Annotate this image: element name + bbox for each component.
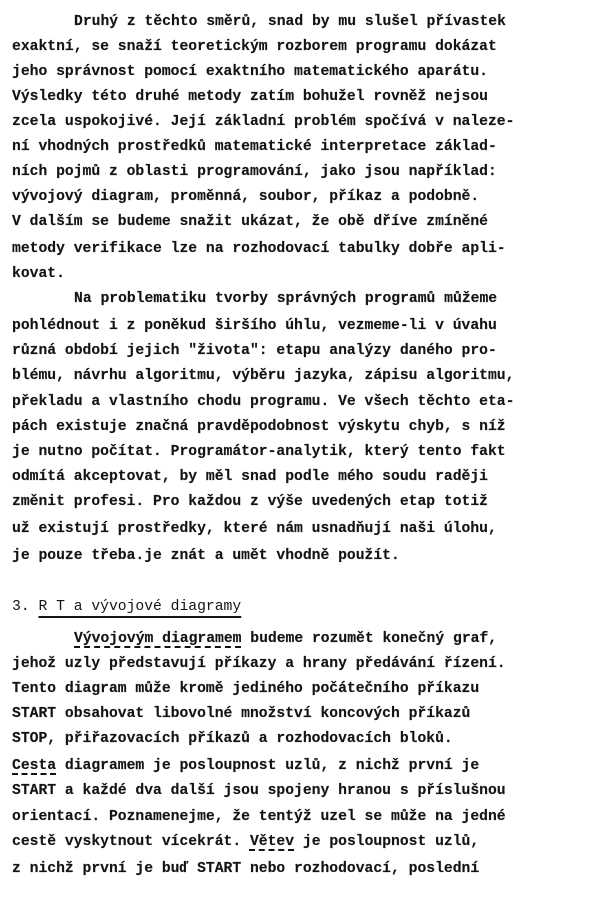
text-line (12, 88, 488, 106)
text-segment: pách existuje značná pravděpodobnost výskytu chyb, s níž (12, 419, 506, 435)
text-segment: blému, návrhu algoritmu, výběru jazyka, zápisu algoritmu, (12, 368, 515, 384)
text-line (12, 493, 488, 511)
text-segment: exaktní, se snaží teoretickým rozborem programu dokázat (12, 39, 497, 55)
text-segment: odmítá akceptovat, by měl snad podle mého soudu raději (12, 469, 488, 485)
text-segment: orientací. Poznamenejme, že tentýž uzel se může na jedné (12, 809, 506, 825)
text-line (12, 860, 479, 878)
text-line (12, 833, 479, 851)
text-line (12, 240, 506, 258)
text-line (12, 163, 497, 181)
text-segment: Výsledky této druhé metody zatím bohužel rovněž nejsou (12, 89, 488, 105)
text-line (12, 317, 497, 335)
text-segment: diagramem je posloupnost uzlů, z nichž první je (56, 758, 480, 774)
text-segment: V dalším se budeme snažit ukázat, že obě dříve zmíněné (12, 214, 488, 230)
text-segment: ních pojmů z oblasti programování, jako jsou například: (12, 164, 497, 180)
text-segment: jeho správnost pomocí exaktního matematického aparátu. (12, 64, 488, 80)
text-segment: budeme rozumět konečný graf, (241, 631, 498, 647)
text-line (12, 782, 506, 800)
text-segment: různá období jejich "života": etapu analýzy daného pro- (12, 343, 497, 359)
text-segment: zcela uspokojivé. Její základní problém spočívá v naleze- (12, 114, 515, 130)
underlined-term: Větev (249, 834, 295, 850)
text-segment: změnit profesi. Pro každou z výše uvedených etap totiž (12, 494, 488, 510)
text-segment: je pouze třeba.je znát a umět vhodně použít. (12, 548, 400, 564)
text-segment: překladu a vlastního chodu programu. Ve všech těchto eta- (12, 394, 515, 410)
text-line (12, 38, 497, 56)
text-segment: jehož uzly představují příkazy a hrany předávání řízení. (12, 656, 506, 672)
underlined-term: Vývojovým diagramem (74, 631, 242, 647)
text-line (12, 757, 479, 775)
text-segment: START a každé dva další jsou spojeny hranou s příslušnou (12, 783, 506, 799)
text-segment: STOP, přiřazovacích příkazů a rozhodovacích bloků. (12, 731, 453, 747)
underlined-term: R T a vývojové diagramy (38, 599, 242, 615)
text-segment: vývojový diagram, proměnná, soubor, příkaz a podobně. (12, 189, 480, 205)
text-segment: Na problematiku tvorby správných programů můžeme (74, 291, 498, 307)
text-line (12, 113, 514, 131)
text-line (12, 468, 488, 486)
text-line (74, 13, 506, 31)
text-line (12, 547, 400, 565)
text-line (12, 213, 488, 231)
text-segment: je posloupnost uzlů, (294, 834, 480, 850)
text-line (12, 63, 488, 81)
text-line (74, 630, 497, 648)
text-segment: metody verifikace lze na rozhodovací tabulky dobře apli- (12, 241, 506, 257)
text-segment: pohlédnout i z poněkud širšího úhlu, vezmeme-li v úvahu (12, 318, 497, 334)
text-segment: START obsahovat libovolné množství koncových příkazů (12, 706, 471, 722)
text-line (12, 705, 470, 723)
underlined-term: Cesta (12, 758, 57, 774)
text-line (74, 290, 497, 308)
text-line (12, 418, 506, 436)
text-line (12, 138, 497, 156)
text-line (12, 808, 506, 826)
section-heading (12, 598, 241, 616)
text-segment: Druhý z těchto směrů, snad by mu slušel přívastek (74, 14, 506, 30)
text-segment: Tento diagram může kromě jediného počátečního příkazu (12, 681, 480, 697)
text-line (12, 680, 479, 698)
text-segment: z nichž první je buď START nebo rozhodovací, poslední (12, 861, 480, 877)
text-line (12, 367, 514, 385)
text-line (12, 520, 497, 538)
text-line (12, 188, 479, 206)
text-segment: 3. (12, 599, 39, 615)
text-line (12, 342, 497, 360)
text-line (12, 393, 514, 411)
text-line (12, 655, 506, 673)
text-segment: kovat. (12, 266, 65, 282)
text-line (12, 443, 506, 461)
text-segment: cestě vyskytnout vícekrát. (12, 834, 250, 850)
text-line (12, 730, 453, 748)
text-segment: ní vhodných prostředků matematické interpretace základ- (12, 139, 497, 155)
text-segment: je nutno počítat. Programátor-analytik, který tento fakt (12, 444, 506, 460)
text-segment: už existují prostředky, které nám usnadňují naši úlohu, (12, 521, 497, 537)
text-line (12, 265, 65, 283)
